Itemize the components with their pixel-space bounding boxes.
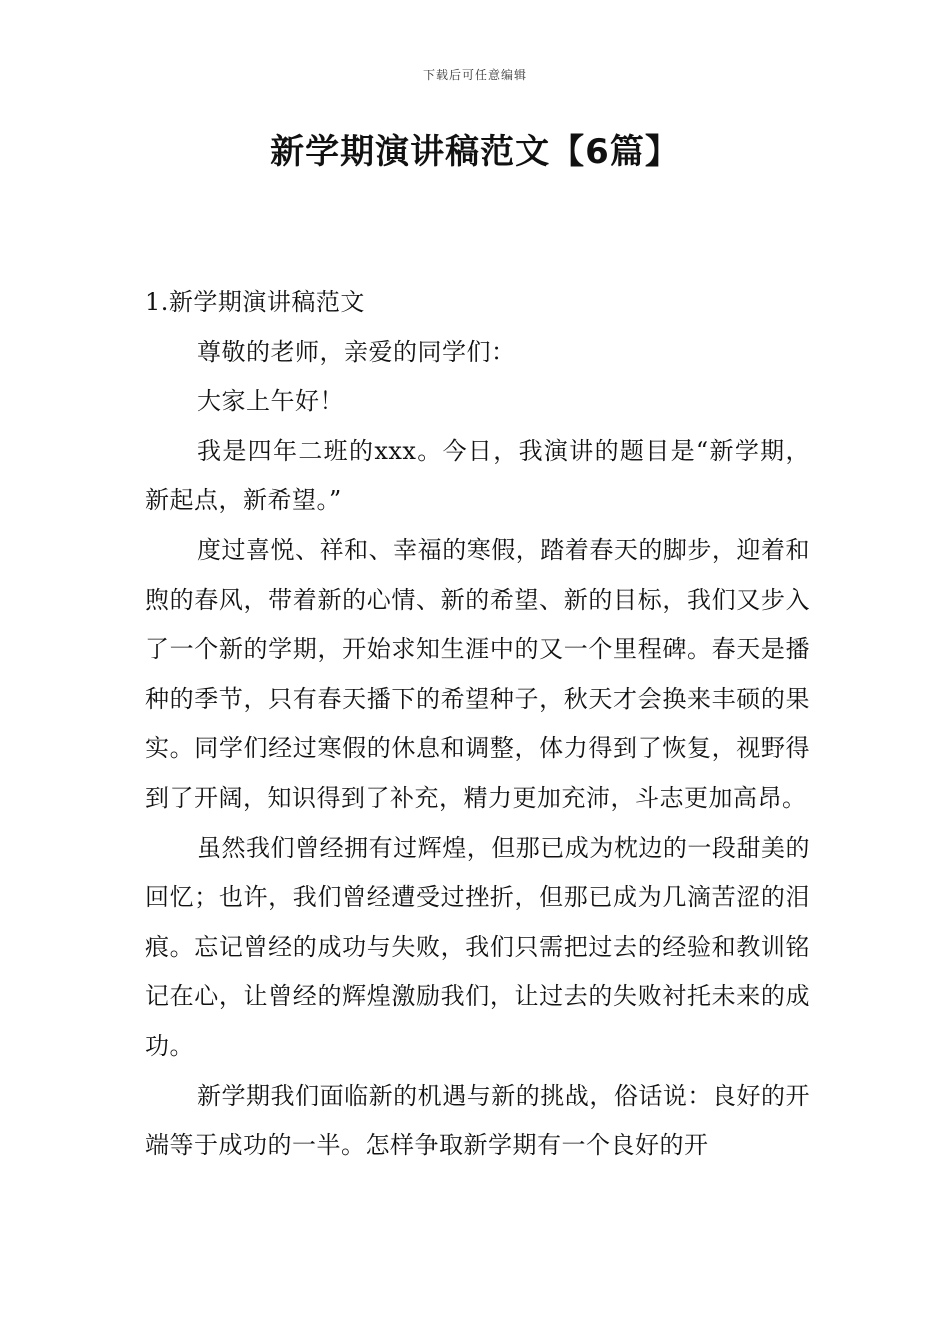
document-title: 新学期演讲稿范文【6篇】 (270, 132, 680, 172)
paragraph-body: 度过喜悦、祥和、幸福的寒假，踏着春天的脚步，迎着和煦的春风，带着新的心情、新的希望、新的目标，我们又步入了一个新的学期，开始求知生涯中的又一个里程碑。春天是播种的季节，只有春天播下的希望种子，秋天才会换来丰硕的果实。同学们经过寒假的休息和调整，体力得到了恢复，视野得到了开阔，知识得到了补充，精力更加充沛，斗志更加高昂。 (145, 535, 810, 812)
paragraph-greeting: 大家上午好！ (197, 387, 344, 416)
paragraph-introduction: 我是四年二班的xxx。今日，我演讲的题目是“新学期，新起点，新希望。” (145, 436, 810, 515)
paragraph-body: 新学期我们面临新的机遇与新的挑战，俗话说：良好的开端等于成功的一半。怎样争取新学期有一个良好的开 (145, 1081, 810, 1160)
document-body (145, 278, 810, 1171)
paragraph-body: 虽然我们曾经拥有过辉煌，但那已成为枕边的一段甜美的回忆；也许，我们曾经遭受过挫折，但那已成为几滴苦涩的泪痕。忘记曾经的成功与失败，我们只需把过去的经验和教训铭记在心，让曾经的辉煌激励我们，让过去的失败衬托未来的成功。 (145, 833, 810, 1060)
section-heading: 1.新学期演讲稿范文 (145, 288, 365, 316)
header-note: 下载后可任意编辑 (422, 68, 527, 82)
paragraph-salutation: 尊敬的老师，亲爱的同学们： (197, 337, 516, 366)
